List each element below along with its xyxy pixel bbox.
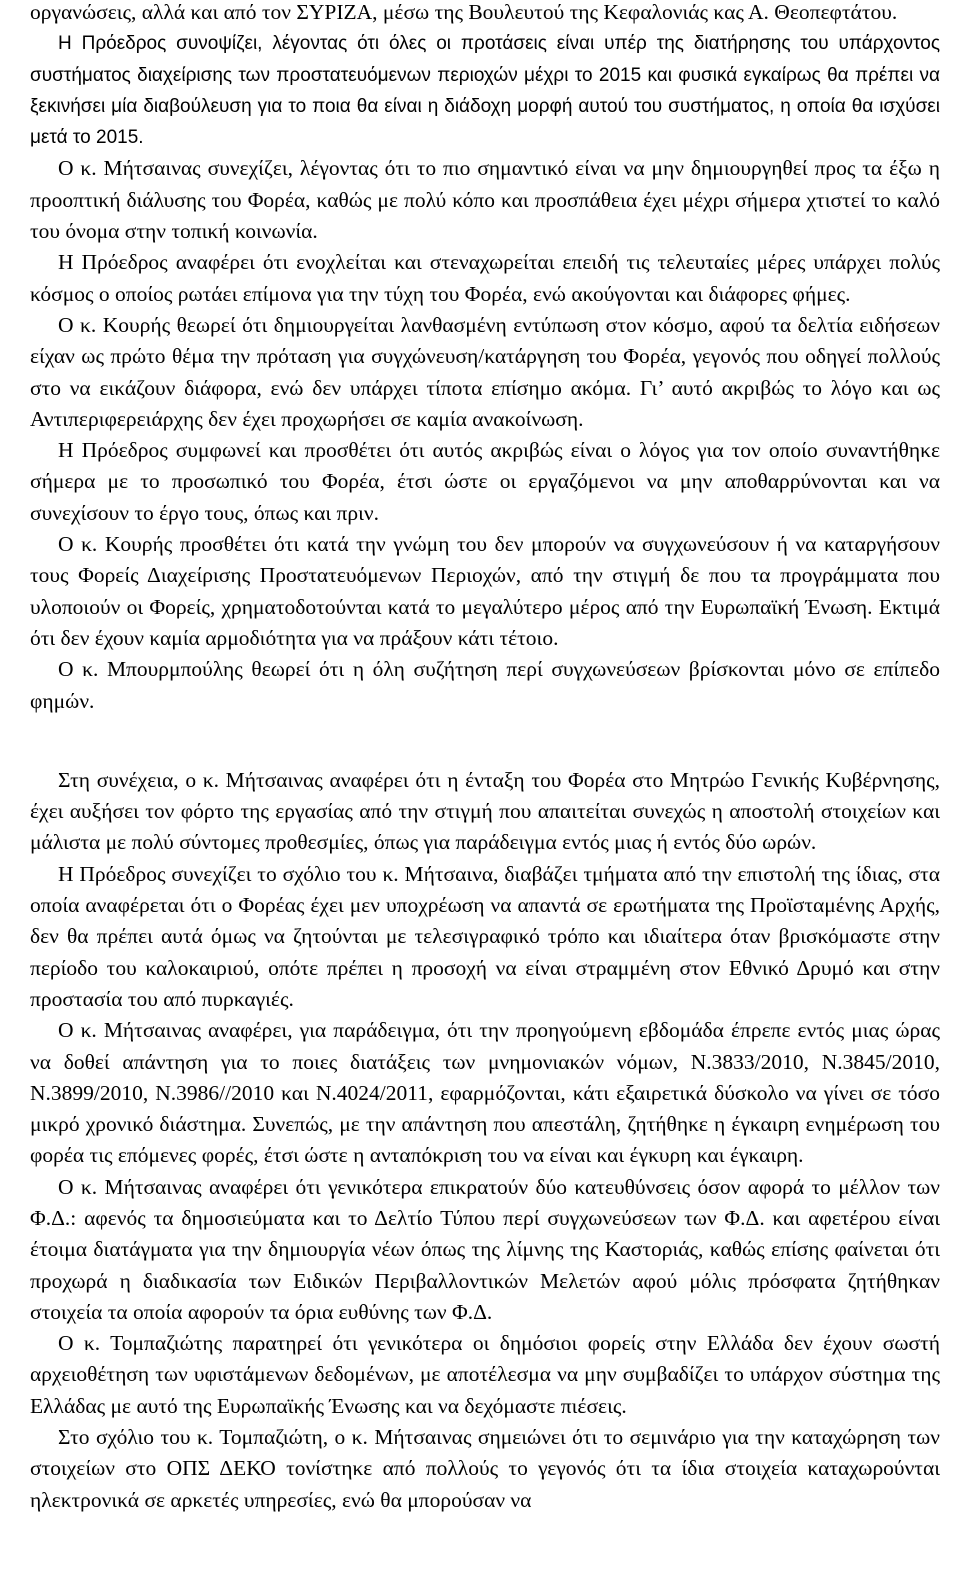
paragraph-president-summary: Η Πρόεδρος συνοψίζει, λέγοντας ότι όλες οι προτάσεις είναι υπέρ της διατήρησης του υπάρχοντος συστήματος διαχείρισης των προστατευόμενων περιοχών μέχρι το 2015 και φυσικά εγκαίρως θα πρέπει να ξεκινήσει μία διαβούλευση για το ποια θα είναι η διάδοχη μορφή αυτού του συστήματος, η οποία θα ισχύσει μετά το 2015. — [30, 33, 940, 149]
section-gap — [30, 717, 940, 765]
paragraph-president-letter: Η Πρόεδρος συνεχίζει το σχόλιο του κ. Μήτσαινα, διαβάζει τμήματα από την επιστολή της ίδιας, στα οποία αναφέρεται ότι ο Φορέας έχει μεν υποχρέωση να απαντά σε ερωτήματα της Προϊσταμένης Αρχής, δεν θα πρέπει αυτά όμως να ζητούνται με τελεσιγραφικό τρόπο και ιδιαίτερα όταν βρισκόμαστε στην περίοδο του καλοκαιριού, οπότε πρέπει η προσοχή να είναι στραμμένη στον Εθνικό Δρυμό και στην προστασία του από πυρκαγιές. — [30, 861, 940, 1011]
paragraph-mitsainas-registry: Στη συνέχεια, ο κ. Μήτσαινας αναφέρει ότι η ένταξη του Φορέα στο Μητρώο Γενικής Κυβέρνησης, έχει αυξήσει τον φόρτο της εργασίας από την στιγμή που απαιτείται συνεχώς η αποστολή στοιχείων και μάλιστα με πολύ σύντομες προθεσμίες, όπως για παράδειγμα εντός μιας ή εντός δύο ωρών. — [30, 767, 940, 855]
paragraph-mitsainas-directions: Ο κ. Μήτσαινας αναφέρει ότι γενικότερα επικρατούν δύο κατευθύνσεις όσον αφορά το μέλλον των Φ.Δ.: αφενός τα δημοσιεύματα και το Δελτίο Τύπου περί συγχωνεύσεων των Φ.Δ. και αφετέρου είναι έτοιμα διατάγματα για την δημιουργία νέων όπως της λίμνης της Καστοριάς, καθώς επίσης φαίνεται ότι προχωρά η διαδικασία των Ειδικών Περιβαλλοντικών Μελετών αφού μόλις πρόσφατα ζητήθηκαν στοιχεία τα οποία αφορούν τα όρια ευθύνης των Φ.Δ. — [30, 1174, 940, 1324]
paragraph-mitsainas-dissolution: Ο κ. Μήτσαινας συνεχίζει, λέγοντας ότι το πιο σημαντικό είναι να μην δημιουργηθεί προς τα έξω η προοπτική διάλυσης του Φορέα, καθώς με πολύ κόπο και προσπάθεια έχει μέχρι σήμερα χτιστεί το καλό του όνομα στην τοπική κοινωνία. — [30, 156, 940, 244]
paragraph-bourboulis-rumours: Ο κ. Μπουρμπούλης θεωρεί ότι η όλη συζήτηση περί συγχωνεύσεων βρίσκονται μόνο σε επίπεδο φημών. — [30, 657, 940, 713]
paragraph-mitsainas-laws: Ο κ. Μήτσαινας αναφέρει, για παράδειγμα, ότι την προηγούμενη εβδομάδα έπρεπε εντός μιας ώρας να δοθεί απάντηση για το ποιες διατάξεις των μνημονιακών νόμων, Ν.3833/2010, Ν.3845/2010, Ν.3899/2010, Ν.3986//2010 και Ν.4024/2011, εφαρμόζονται, κάτι εξαιρετικά δύσκολο να γίνει σε τόσο μικρό χρονικό διάστημα. Συνεπώς, με την απάντηση που απεστάλη, ζητήθηκε η έγκαιρη ενημέρωση του φορέα τις επόμενες φορές, έτσι ώστε η ανταπόκριση του να είναι και έγκυρη και έγκαιρη. — [30, 1018, 940, 1168]
paragraph-mitsainas-seminar: Στο σχόλιο του κ. Τομπαζιώτη, ο κ. Μήτσαινας σημειώνει ότι το σεμινάριο για την καταχώρηση των στοιχείων στο ΟΠΣ ΔΕΚΟ τονίστηκε από πολλούς το γεγονός ότι τα ίδια στοιχεία καταχωρούνται ηλεκτρονικά σε αρκετές υπηρεσίες, ενώ θα μπορούσαν να — [30, 1425, 940, 1512]
paragraph-kouris-eu-funding: Ο κ. Κουρής προσθέτει ότι κατά την γνώμη του δεν μπορούν να συγχωνεύσουν ή να καταργήσουν τους Φορείς Διαχείρισης Προστατευόμενων Περιοχών, από την στιγμή δε που τα προγράμματα που υλοποιούν οι Φορείς, χρηματοδοτούνται κατά το μεγαλύτερο μέρος από την Ευρωπαϊκή Ένωση. Εκτιμά ότι δεν έχουν καμία αρμοδιότητα για να πράξουν κάτι τέτοιο. — [30, 532, 940, 650]
paragraph-president-staff: Η Πρόεδρος συμφωνεί και προσθέτει ότι αυτός ακριβώς είναι ο λόγος για τον οποίο συναντήθηκε σήμερα με το προσωπικό του Φορέα, έτσι ώστε οι εργαζόμενοι να μην αποθαρρύνονται και να συνεχίσουν το έργο τους, όπως και πριν. — [30, 438, 940, 525]
paragraph-kouris-impression: Ο κ. Κουρής θεωρεί ότι δημιουργείται λανθασμένη εντύπωση στον κόσμο, αφού τα δελτία ειδήσεων είχαν ως πρώτο θέμα την πρόταση για συγχώνευση/κατάργηση του Φορέα, γεγονός που οδηγεί πολλούς στο να εικάζουν διάφορα, ενώ δεν υπάρχει τίποτα επίσημο ακόμα. Γι’ αυτό ακριβώς το λόγο και ως Αντιπεριφερειάρχης δεν έχει προχωρήσει σε καμία ανακοίνωση. — [30, 312, 940, 431]
paragraph-president-rumours: Η Πρόεδρος αναφέρει ότι ενοχλείται και στεναχωρείται επειδή τις τελευταίες μέρες υπάρχει πολύς κόσμος ο οποίος ρωτάει επίμονα για την τύχη του Φορέα, ενώ ακούγονται και διάφορες φήμες. — [30, 250, 940, 306]
paragraph-tompaziotis-archiving: Ο κ. Τομπαζιώτης παρατηρεί ότι γενικότερα οι δημόσιοι φορείς στην Ελλάδα δεν έχουν σωστή αρχειοθέτηση των υφιστάμενων δεδομένων, με αποτέλεσμα να μην συμβαδίζει το υπάρχον σύστημα της Ελλάδας με αυτό της Ευρωπαϊκής Ένωσης και να δεχόμαστε πιέσεις. — [30, 1331, 940, 1418]
paragraph-continuation: οργανώσεις, αλλά και από τον ΣΥΡΙΖΑ, μέσω της Βουλευτού της Κεφαλονιάς κας Α. Θεοπεφτάτου. — [30, 0, 898, 24]
